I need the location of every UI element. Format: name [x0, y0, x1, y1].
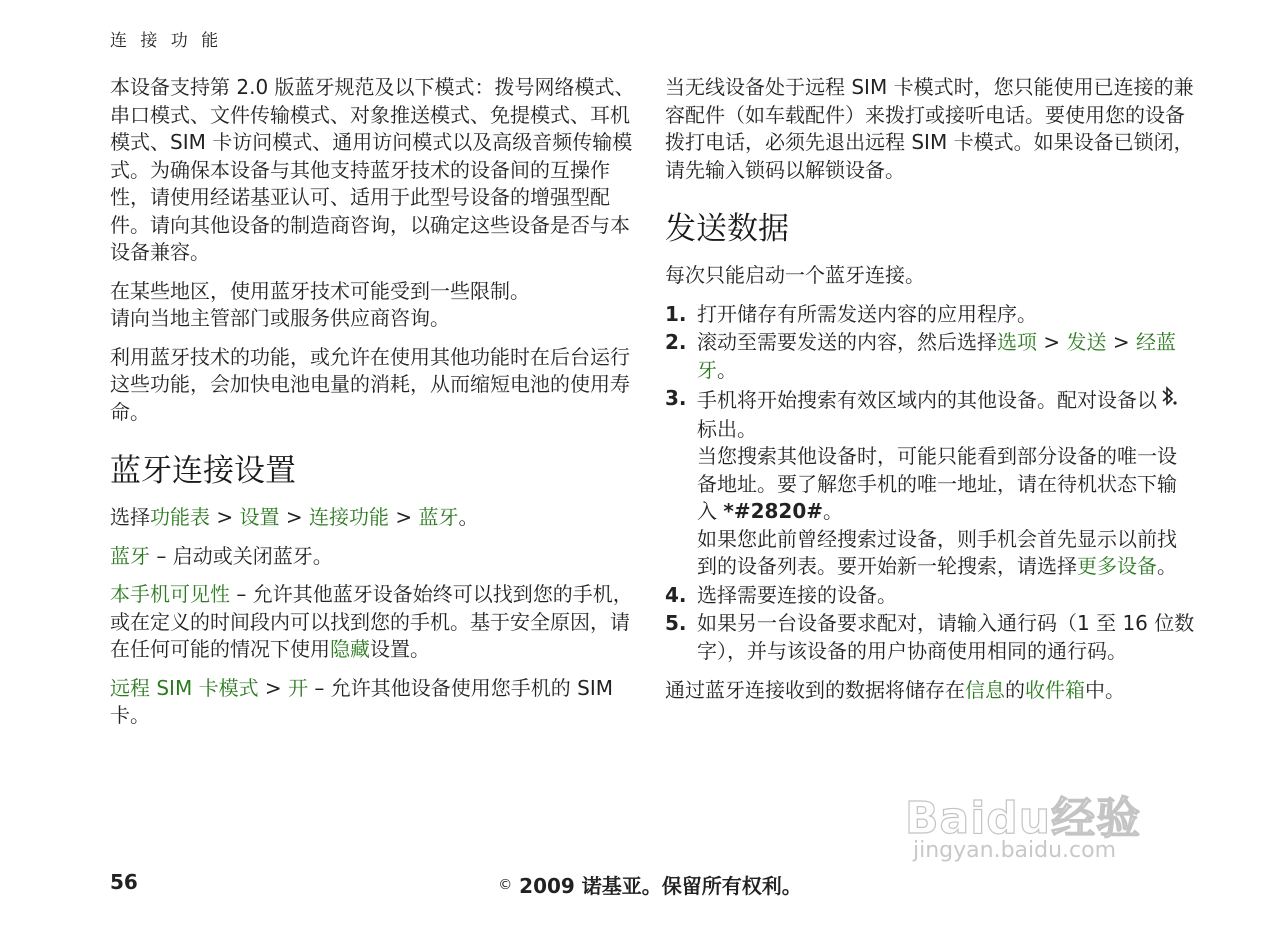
visibility-desc: – 允许其他蓝牙设备始终可以找到您的手机，或在定义的时间段内可以找到您的手机。基于安全原因，请在任何可能的情况下使用 — [110, 582, 633, 661]
list-item — [665, 385, 1195, 581]
step-number: 4. — [665, 582, 687, 607]
subnote-text: 当您搜索其他设备时，可能只能看到部分设备的唯一设备地址。要了解您手机的唯一地址，请在待机状态下输入 — [697, 444, 1177, 523]
path-separator: > — [1037, 330, 1067, 354]
step-text: 打开储存有所需发送内容的应用程序。 — [697, 301, 1037, 326]
step-text: 如果另一台设备要求配对，请输入通行码（1 至 16 位数字），并与该设备的用户协商使用相同的通行码。 — [697, 611, 1195, 663]
menu-link-settings[interactable]: 设置 — [239, 505, 280, 529]
step-text: 滚动至需要发送的内容，然后选择 — [697, 330, 997, 354]
received-data-paragraph — [665, 677, 1195, 705]
list-item — [665, 582, 1195, 610]
visibility-item — [110, 581, 640, 664]
copyright — [0, 870, 1280, 899]
address-code: *#2820# — [723, 499, 823, 523]
restriction-paragraph — [110, 278, 640, 333]
step-number: 3. — [665, 386, 687, 410]
path-separator: > — [388, 505, 419, 529]
copyright-text: 2009 诺基亚。保留所有权利。 — [512, 874, 802, 898]
section-heading-bt-settings: 蓝牙连接设置 — [110, 453, 296, 489]
remote-sim-desc: – 允许其他设备使用您手机的 SIM 卡。 — [110, 675, 613, 727]
send-intro: 每次只能启动一个蓝牙连接。 — [665, 263, 925, 287]
menu-link-bluetooth[interactable]: 蓝牙 — [418, 505, 459, 529]
remote-sim-label[interactable]: 远程 SIM 卡模式 — [110, 675, 259, 700]
step-subnote-2 — [697, 526, 1195, 581]
path-separator: > — [1106, 330, 1136, 354]
list-item — [665, 329, 1195, 384]
via-bluetooth-link[interactable]: 经蓝牙 — [697, 330, 1176, 382]
outro-end: 中。 — [1085, 678, 1125, 702]
subnote-end: 。 — [1157, 554, 1177, 578]
menu-path-end: 。 — [458, 505, 479, 529]
visibility-end: 设置。 — [370, 637, 430, 661]
send-steps-list — [665, 301, 1195, 666]
path-separator: > — [210, 505, 240, 529]
menu-path — [110, 504, 640, 532]
path-separator: > — [279, 505, 309, 529]
path-separator: > — [258, 675, 289, 700]
remote-sim-item — [110, 675, 640, 730]
page-number: 56 — [110, 870, 138, 894]
battery-paragraph: 利用蓝牙技术的功能，或允许在使用其他功能时在后台运行这些功能，会加快电池电量的消耗，从而缩短电池的使用寿命。 — [110, 344, 630, 424]
section-heading-send-data: 发送数据 — [665, 211, 789, 247]
send-link[interactable]: 发送 — [1066, 330, 1107, 354]
left-column — [110, 74, 640, 741]
subnote-end: 。 — [823, 499, 843, 523]
list-item — [665, 301, 1195, 329]
bluetooth-paired-icon — [1157, 385, 1181, 416]
menu-path-prefix: 选择 — [110, 505, 150, 529]
restriction-line-1: 在某些地区，使用蓝牙技术可能受到一些限制。 — [110, 278, 530, 303]
menu-link-menu[interactable]: 功能表 — [150, 505, 210, 529]
outro-text: 通过蓝牙连接收到的数据将储存在 — [665, 678, 965, 702]
step-text-end: 标出。 — [697, 416, 757, 441]
remote-sim-on-option[interactable]: 开 — [288, 675, 309, 700]
watermark-url: jingyan.baidu.com — [913, 838, 1117, 863]
watermark-brand: Baidu经验 — [905, 793, 1142, 844]
step-number: 1. — [665, 301, 687, 326]
visibility-label[interactable]: 本手机可见性 — [110, 582, 230, 606]
step-subnote-1 — [697, 443, 1195, 526]
remote-sim-paragraph: 当无线设备处于远程 SIM 卡模式时，您只能使用已连接的兼容配件（如车载配件）来拨打或接听电话。要使用您的设备拨打电话，必须先退出远程 SIM 卡模式。如果设备已锁闭，请先输入锁码以解锁设备。 — [665, 75, 1194, 182]
bt-toggle-label[interactable]: 蓝牙 — [110, 543, 150, 568]
bt-toggle-desc: – 启动或关闭蓝牙。 — [150, 543, 333, 568]
step-text: 选择需要连接的设备。 — [697, 582, 897, 607]
step-end: 。 — [717, 357, 737, 382]
options-link[interactable]: 选项 — [997, 330, 1037, 354]
step-text: 手机将开始搜索有效区域内的其他设备。配对设备以 — [697, 388, 1157, 412]
list-item — [665, 610, 1195, 665]
page-header: 连 接 功 能 — [110, 31, 223, 51]
step-number: 2. — [665, 330, 687, 354]
outro-mid: 的 — [1005, 678, 1025, 702]
right-column — [665, 74, 1195, 716]
step-number: 5. — [665, 611, 687, 635]
inbox-link[interactable]: 收件箱 — [1025, 678, 1085, 702]
more-devices-link[interactable]: 更多设备 — [1077, 554, 1157, 578]
hidden-option[interactable]: 隐藏 — [330, 637, 370, 661]
copyright-symbol: © — [498, 877, 513, 893]
subnote-text: 如果您此前曾经搜索过设备，则手机会首先显示以前找到的设备列表。要开始新一轮搜索，请选择 — [697, 526, 1177, 578]
messaging-link[interactable]: 信息 — [965, 678, 1005, 702]
bt-toggle-item — [110, 543, 640, 571]
intro-paragraph: 本设备支持第 2.0 版蓝牙规范及以下模式：拨号网络模式、串口模式、文件传输模式、对象推送模式、免提模式、耳机模式、SIM 卡访问模式、通用访问模式以及高级音频传输模式。为确保本设备与其他支持蓝牙技术的设备间的互操作性，请使用经诺基亚认可、适用于此型号设备的增强型配件。请向其他设备的制造商咨询，以确定这些设备是否与本设备兼容。 — [110, 75, 635, 264]
menu-link-connectivity[interactable]: 连接功能 — [308, 505, 389, 529]
baidu-watermark — [905, 782, 1205, 882]
restriction-line-2: 请向当地主管部门或服务供应商咨询。 — [110, 306, 450, 330]
